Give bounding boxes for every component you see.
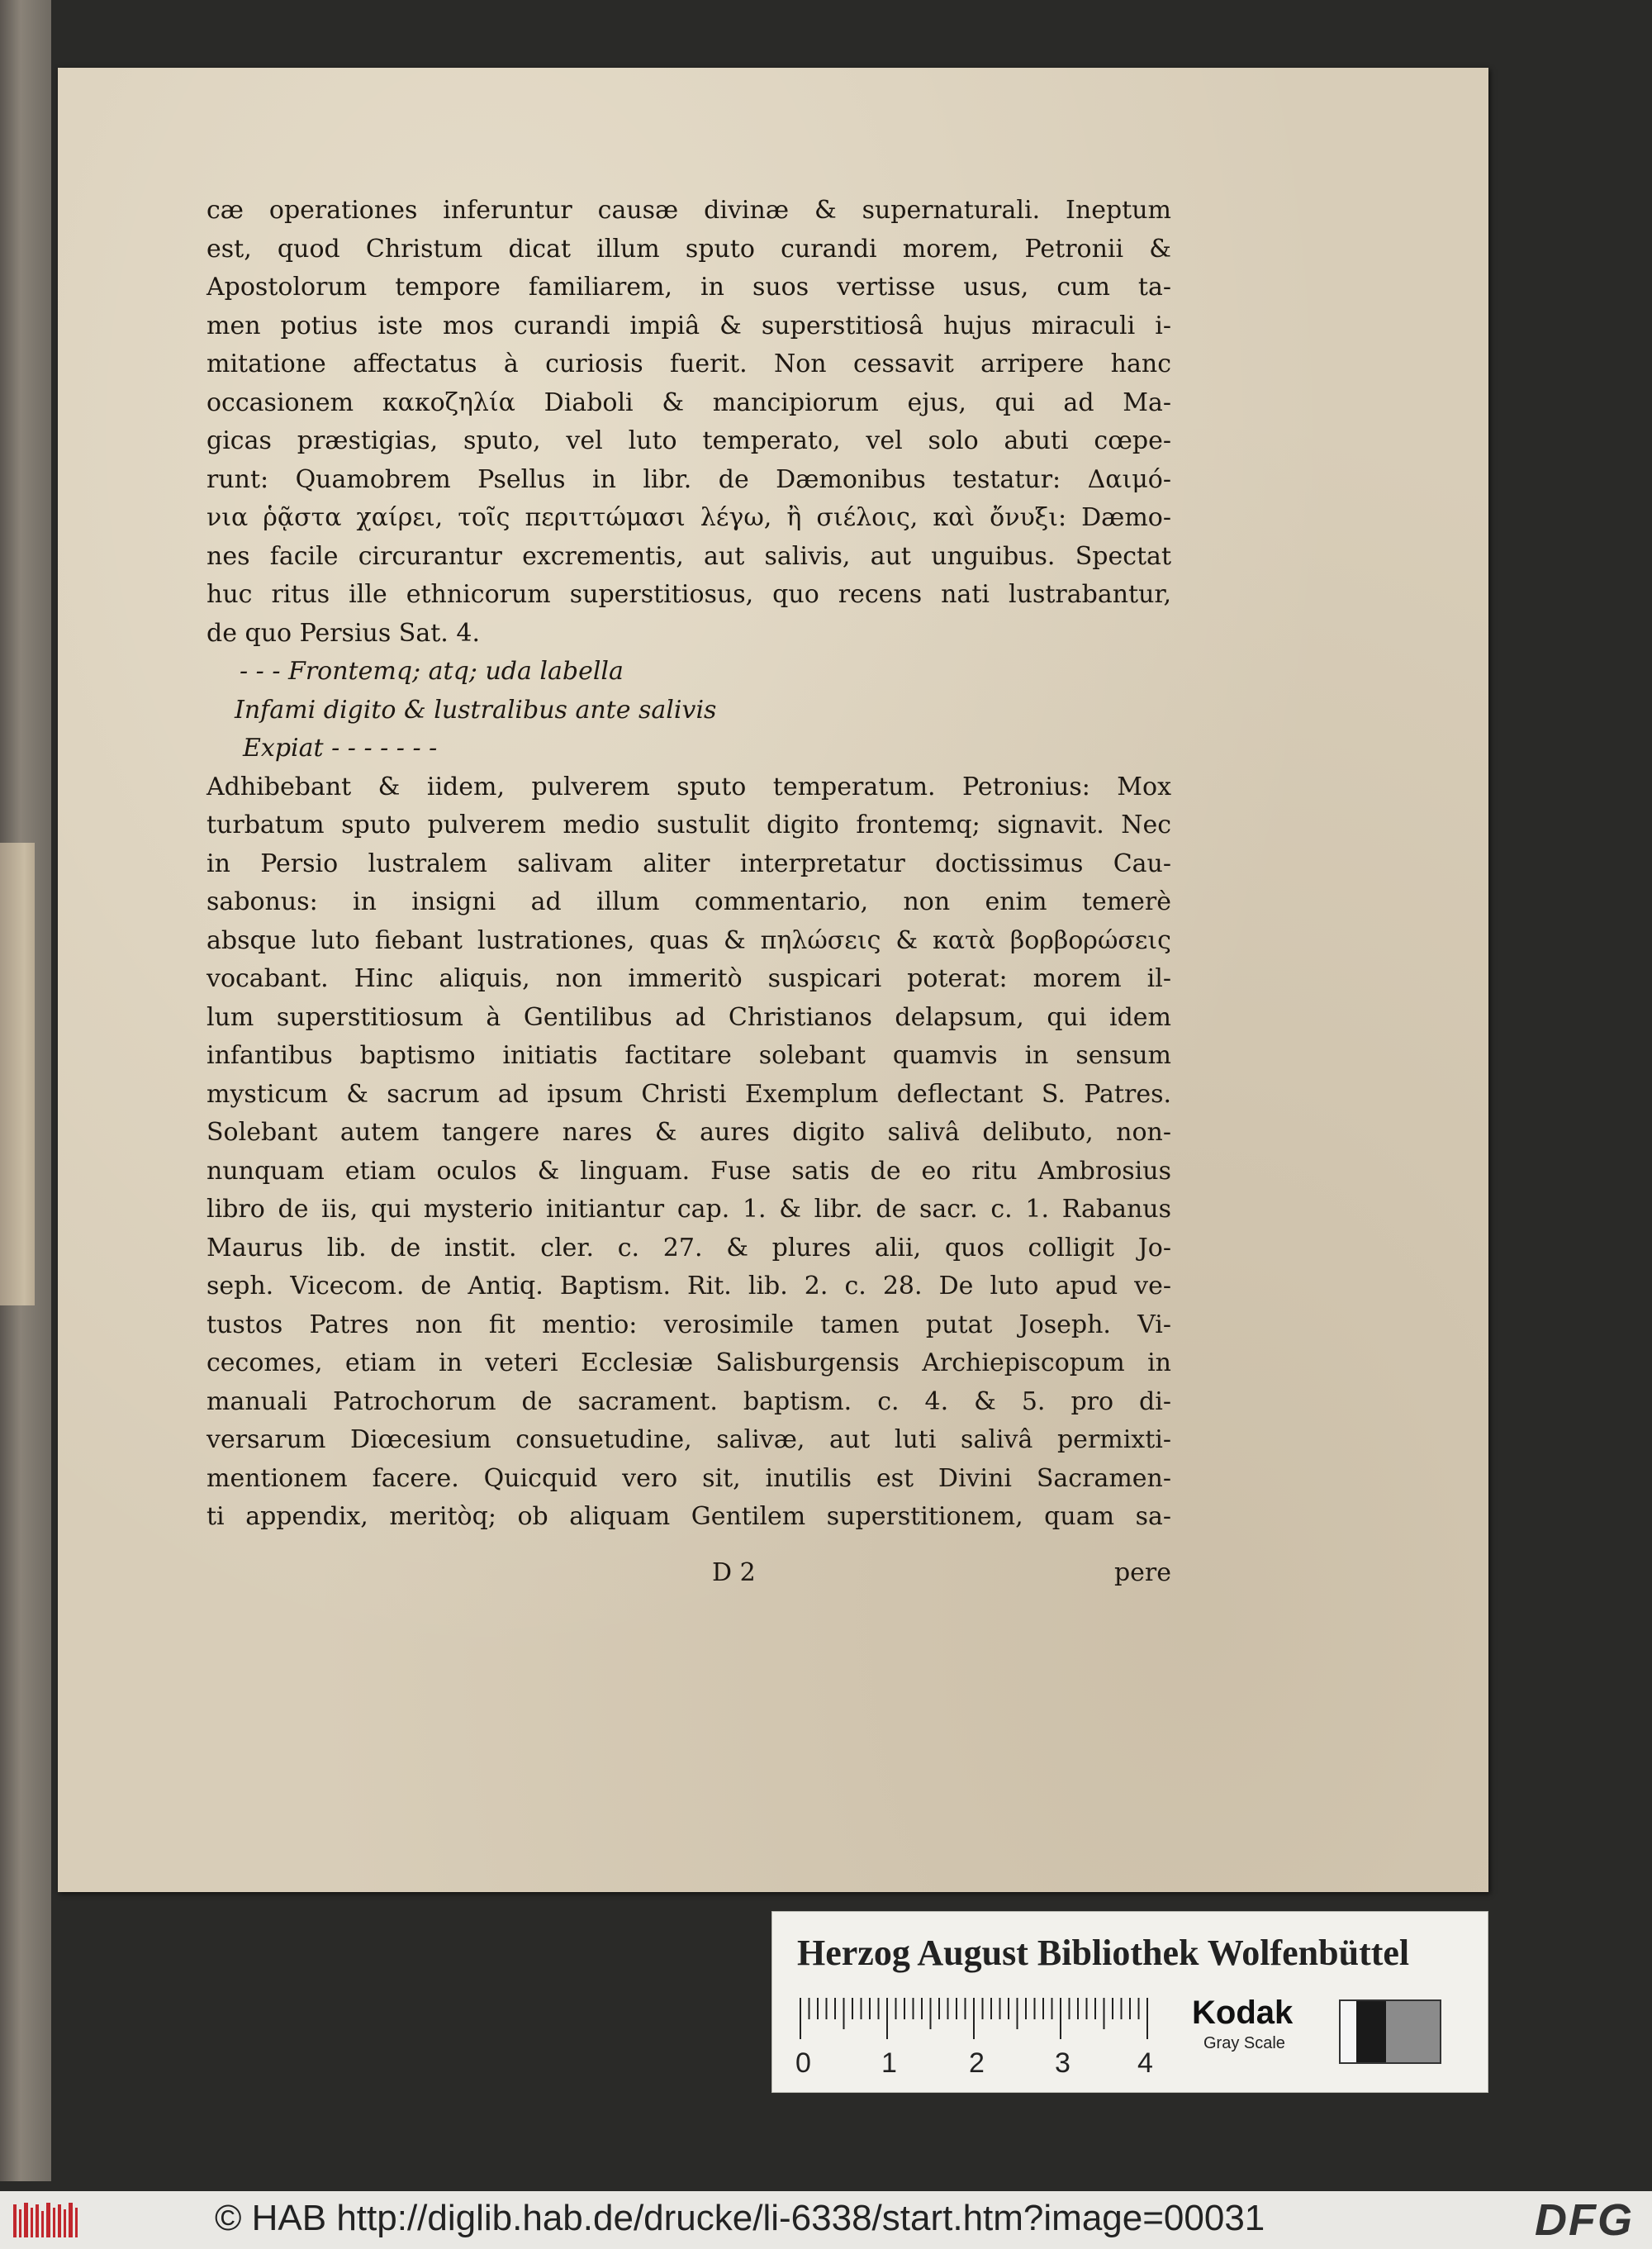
ruler-label: 0 <box>795 2047 811 2079</box>
text-line: versarum Diœcesium consuetudine, salivæ, aut luti salivâ permixti- <box>206 1425 1171 1454</box>
text-line: lum superstitiosum à Gentilibus ad Christianos delapsum, qui idem <box>206 1002 1171 1032</box>
kodak-logo: Kodak <box>1192 1995 1294 2031</box>
text-line: est, quod Christum dicat illum sputo curandi morem, Petronii & <box>206 234 1171 264</box>
text-line: cecomes, etiam in veteri Ecclesiæ Salisburgensis Archiepiscopum in <box>206 1348 1171 1377</box>
text-line: sabonus: in insigni ad illum commentario, non enim temerè <box>206 887 1171 916</box>
text-line: de quo Persius Sat. 4. <box>206 618 480 648</box>
text-line: ti appendix, meritòq; ob aliquam Gentilem superstitionem, quam sa- <box>206 1502 1171 1531</box>
verse-line: Infami digito & lustralibus ante salivis <box>235 695 717 725</box>
ruler-label: 2 <box>969 2047 985 2079</box>
text-line: runt: Quamobrem Psellus in libr. de Dæmonibus testatur: Δαιμό- <box>206 464 1171 494</box>
ruler-scale <box>795 1995 1153 2079</box>
ruler-label: 3 <box>1055 2047 1070 2079</box>
text-line: huc ritus ille ethnicorum superstitiosus, quo recens nati lustrabantur, <box>206 580 1171 609</box>
gray-scale-swatch <box>1339 1999 1441 2064</box>
text-line: mitatione affectatus à curiosis fuerit. Non cessavit arripere hanc <box>206 349 1171 378</box>
text-line: vocabant. Hinc aliquis, non immeritò suspicari poterat: morem il- <box>206 964 1171 993</box>
text-line: men potius iste mos curandi impiâ & superstitiosâ hujus miraculi i- <box>206 311 1171 340</box>
text-line: seph. Vicecom. de Antiq. Baptism. Rit. lib. 2. c. 28. De luto apud ve- <box>206 1272 1171 1300</box>
text-line: manuali Patrochorum de sacrament. baptism. c. 4. & 5. pro di- <box>206 1386 1171 1416</box>
page-body-text <box>206 192 1171 1537</box>
dfg-logo: DFG <box>1535 2195 1634 2245</box>
text-line: cæ operationes inferuntur causæ divinæ & supernaturali. Ineptum <box>206 196 1171 225</box>
color-target-card <box>771 1911 1488 2093</box>
text-line: nunquam etiam oculos & linguam. Fuse satis de eo ritu Ambrosius <box>206 1156 1171 1186</box>
text-line: Solebant autem tangere nares & aures digito salivâ delibuto, non- <box>206 1118 1171 1147</box>
catchword: pere <box>1113 1558 1171 1587</box>
viewer-footer <box>0 2191 1652 2249</box>
text-line: tustos Patres non fit mentio: verosimile tamen putat Joseph. Vi- <box>206 1310 1171 1339</box>
text-line: occasionem κακοζηλία Diaboli & mancipiorum ejus, qui ad Ma- <box>206 388 1171 417</box>
kodak-subtitle: Gray Scale <box>1203 2034 1285 2052</box>
text-line: libro de iis, qui mysterio initiantur cap. 1. & libr. de sacr. c. 1. Rabanus <box>206 1195 1171 1224</box>
adjacent-page-edge <box>0 843 35 1305</box>
text-line: absque luto fiebant lustrationes, quas & πηλώσεις & κατὰ βορβορώσεις <box>206 925 1171 955</box>
signature-mark: D 2 <box>712 1558 756 1587</box>
text-line: Adhibebant & iidem, pulverem sputo temperatum. Petronius: Mox <box>206 772 1171 801</box>
text-line: Maurus lib. de instit. cler. c. 27. & plures alii, quos colligit Jo- <box>206 1233 1171 1262</box>
page-footer-row <box>206 1558 1171 1598</box>
ruler-label: 1 <box>881 2047 897 2079</box>
text-line: νια ῥᾷστα χαίρει, τοῖς περιττώμασι λέγω, ἢ σιέλοις, καὶ ὄνυξι: Dæmo- <box>206 503 1171 532</box>
text-line: mentionem facere. Quicquid vero sit, inutilis est Divini Sacramen- <box>206 1463 1171 1493</box>
text-line: Apostolorum tempore familiarem, in suos vertisse usus, cum ta- <box>206 273 1171 302</box>
verse-line: Expiat - - - - - - - <box>243 734 438 763</box>
text-line: nes facile circurantur excrementis, aut salivis, aut unguibus. Spectat <box>206 541 1171 571</box>
text-line: gicas præstigias, sputo, vel luto temperato, vel solo abuti cœpe- <box>206 426 1171 455</box>
text-line: in Persio lustralem salivam aliter interpretatur doctissimus Cau- <box>206 849 1171 878</box>
verse-line: - - - Frontemq; atq; uda labella <box>240 657 624 686</box>
text-line: infantibus baptismo initiatis factitare solebant quamvis in sensum <box>206 1041 1171 1070</box>
hab-barcode-logo-icon <box>12 2201 79 2241</box>
text-line: turbatum sputo pulverem medio sustulit digito frontemq; signavit. Nec <box>206 811 1171 839</box>
copyright-url[interactable]: © HAB http://diglib.hab.de/drucke/li-6338/start.htm?image=00031 <box>215 2198 1265 2238</box>
text-line: mysticum & sacrum ad ipsum Christi Exemplum deflectant S. Patres. <box>206 1079 1171 1109</box>
ruler-label: 4 <box>1137 2047 1153 2079</box>
target-title: Herzog August Bibliothek Wolfenbüttel <box>797 1933 1410 1973</box>
ruler-ticks <box>800 1998 1147 2039</box>
